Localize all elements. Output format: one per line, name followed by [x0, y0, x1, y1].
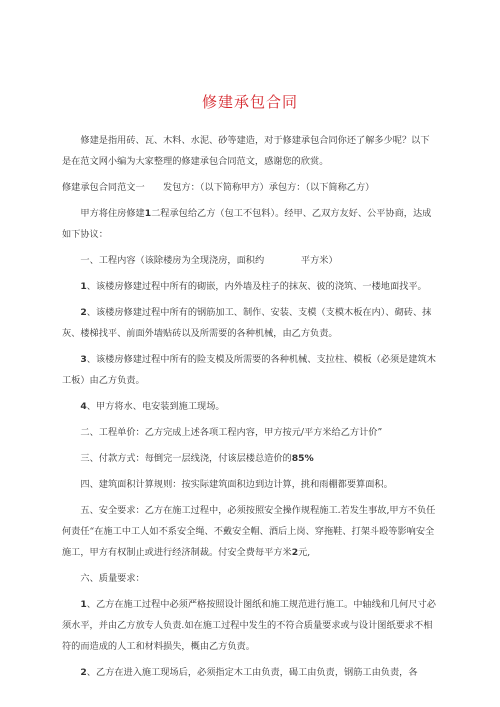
paragraph-number: 4: [80, 401, 87, 412]
paragraph-number: 1: [80, 599, 87, 610]
paragraph-number: 2: [80, 667, 87, 678]
paragraph: [62, 594, 438, 657]
paragraph: 二、工程单价：乙方完成上述各项工程内容，甲方按元/平方米给乙方计价”: [80, 427, 383, 438]
paragraph-number: 2: [291, 547, 299, 558]
paragraph-text: 、该楼房修建过程中所有的险支模及所需要的各种机械、支拉柱、模板（必须是建筑木工板）由乙方负责。: [62, 354, 436, 386]
paragraph: [62, 396, 438, 417]
paragraph-text: 、甲方将水、电安装到施工现场。: [86, 401, 225, 412]
paragraph: 修建承包合同范文一 发包方：（以下简称甲方）承包方：（以下简称乙方）: [62, 182, 375, 193]
paragraph-text: 甲方将住房修建: [80, 208, 145, 219]
paragraph-number: 1: [80, 281, 87, 292]
paragraph: [62, 302, 438, 344]
paragraph: 一、工程内容（该除楼房为全现浇房，面积约 平方米）: [80, 255, 338, 266]
paragraph: [62, 349, 438, 391]
paragraph-number: 3: [80, 354, 87, 365]
document-body: [62, 130, 438, 688]
paragraph-text: 五、安全要求：乙方在施工过程中，必须按照安全操作规程施工.若发生事故,甲方不负任何责任“在施工中工人如不系安全绳、不戴安全帽、酒后上岗、穿拖鞋、打架斗殴等影响安全施工，甲方有权制止或进行经济制裁。付安全费每平方米: [62, 505, 436, 558]
paragraph-text: 、乙方在施工过程中必须严格按照设计图纸和施工规范进行施工。中轴线和几何尺寸必须水平，并由乙方放专人负责.如在施工过程中发生的不符合质量要求或与设计图纸要求不相符的而造成的人工和材料损失，概由乙方负责。: [62, 599, 436, 652]
paragraph-text: 三、付款方式：每倒完一层线浇，付该层楼总造价的: [80, 453, 292, 464]
paragraph: [62, 276, 438, 297]
paragraph-number: 2: [80, 307, 87, 318]
document-title: 修建承包合同: [201, 93, 298, 111]
paragraph: [62, 662, 438, 683]
paragraph-text: 、该楼房修建过程中所有的砌嵌，内外墙及柱子的抹灰、彼的浇筑、一楼地面找平。: [86, 281, 427, 292]
paragraph-number: 85%: [291, 453, 314, 464]
paragraph-number: 1: [144, 208, 152, 219]
paragraph: 修建是指用砖、瓦、木料、水泥、砂等建造，对于修建承包合同你还了解多少呢？以下是在范文网小编为大家整理的修建承包合同范文，感谢您的欣赏。: [62, 135, 430, 167]
paragraph: 四、建筑面积计算规则：按实际建筑面积边到边计算，挑和雨棚都要算面积。: [80, 479, 393, 490]
paragraph-text: 二程承包给乙方（包工不包料）。经甲、乙双方友好、公平协商，达成如下协议：: [62, 208, 432, 240]
paragraph: [62, 203, 438, 245]
paragraph: 六、质量要求：: [80, 573, 145, 584]
paragraph: [62, 500, 438, 563]
paragraph-text: 、该楼房修建过程中所有的钢筋加工、制作、安装、支模（支模木板在内）、砌砖、抹灰、楼梯找平、前面外墙贴砖以及所需要的各种机械，由乙方负责。: [62, 307, 432, 339]
paragraph-text: 元,: [298, 547, 311, 558]
paragraph-text: 、乙方在进入施工现场后，必须指定木工由负责，碣工由负责，钢筋工由负责，各: [86, 667, 418, 678]
paragraph: [62, 448, 438, 469]
